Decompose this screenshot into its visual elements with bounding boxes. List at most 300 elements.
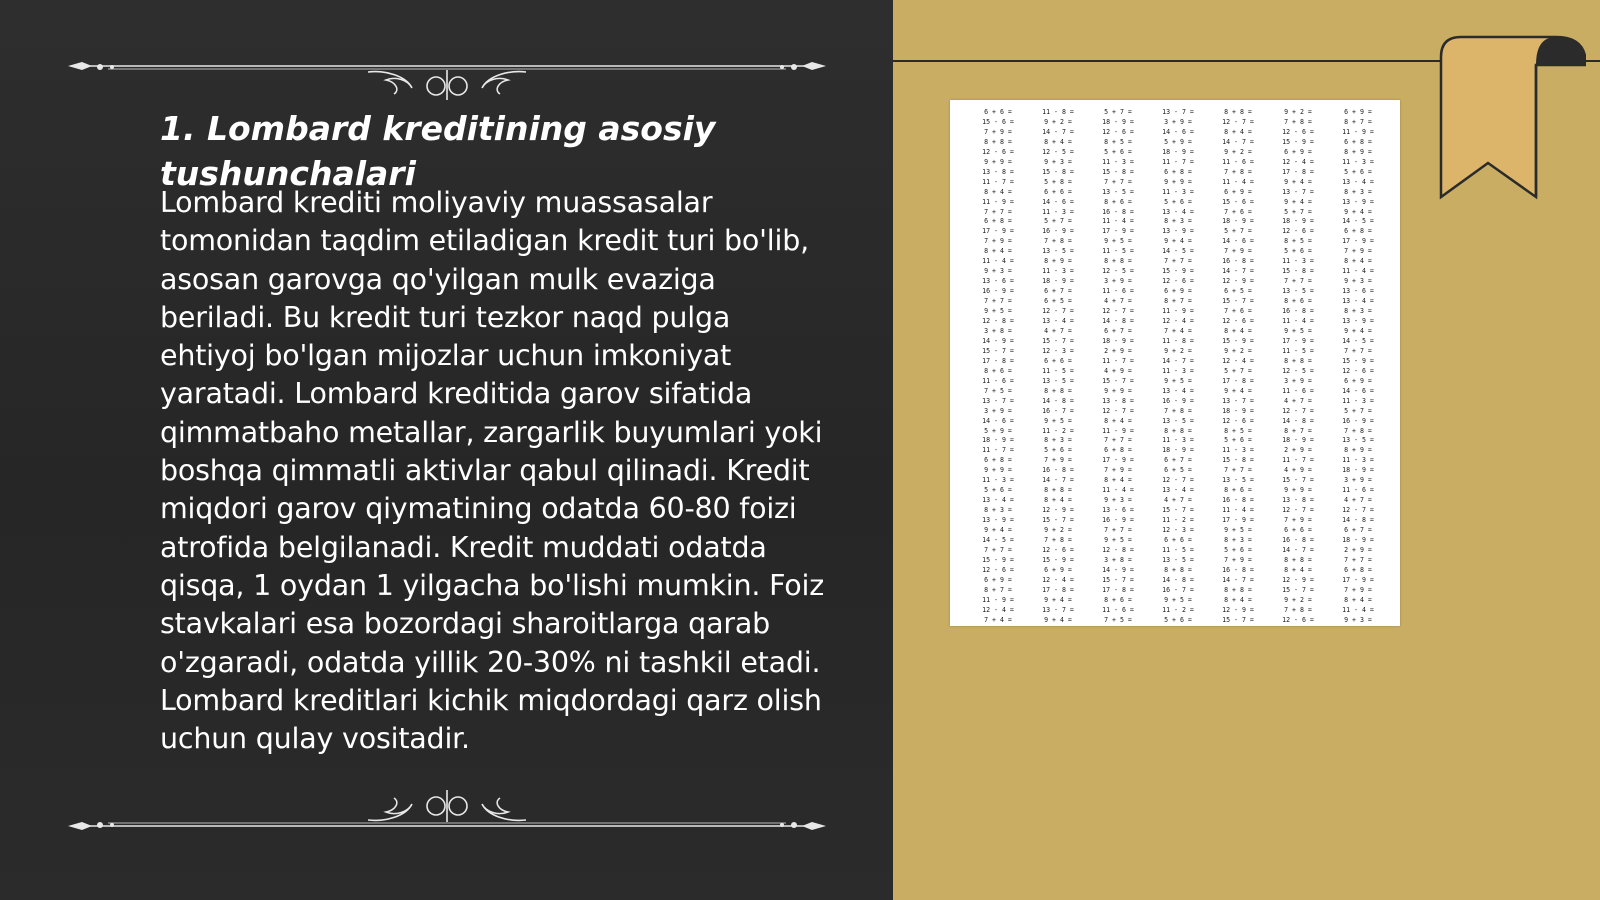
worksheet-problem: 14 - 7 =: [1282, 545, 1314, 554]
worksheet-problem: 7 + 8 =: [1224, 167, 1252, 176]
worksheet-problem: 12 - 4 =: [1162, 317, 1194, 326]
worksheet-problem: 15 - 8 =: [1222, 456, 1254, 465]
worksheet-problem: 8 + 8 =: [1284, 555, 1312, 564]
worksheet-problem: 6 + 8 =: [1104, 446, 1132, 455]
worksheet-problem: 9 + 9 =: [1104, 386, 1132, 395]
worksheet-grid: [968, 108, 1388, 626]
worksheet-problem: 11 - 9 =: [982, 197, 1014, 206]
worksheet-problem: 2 + 9 =: [1104, 346, 1132, 355]
worksheet-problem: 18 - 9 =: [1342, 535, 1374, 544]
worksheet-problem: 8 + 5 =: [1284, 237, 1312, 246]
worksheet-problem: 6 + 7 =: [1044, 287, 1072, 296]
worksheet-problem: 11 - 7 =: [1162, 157, 1194, 166]
worksheet-problem: 3 + 9 =: [984, 406, 1012, 415]
worksheet-problem: 11 - 5 =: [1162, 545, 1194, 554]
worksheet-problem: 4 + 9 =: [1104, 366, 1132, 375]
worksheet-problem: 5 + 6 =: [1224, 545, 1252, 554]
worksheet-problem: 13 - 5 =: [1042, 376, 1074, 385]
worksheet-problem: 8 + 3 =: [1344, 307, 1372, 316]
worksheet-problem: 12 - 5 =: [1042, 147, 1074, 156]
worksheet-problem: 12 - 6 =: [1282, 227, 1314, 236]
worksheet-problem: 14 - 7 =: [1042, 127, 1074, 136]
worksheet-problem: 13 - 5 =: [1102, 187, 1134, 196]
worksheet-problem: 13 - 4 =: [1342, 297, 1374, 306]
math-worksheet-image: [950, 100, 1400, 626]
worksheet-problem: 7 + 8 =: [1164, 406, 1192, 415]
worksheet-problem: 7 + 9 =: [1284, 516, 1312, 525]
worksheet-problem: 8 + 6 =: [1104, 197, 1132, 206]
worksheet-problem: 7 + 4 =: [984, 615, 1012, 624]
worksheet-problem: 9 + 2 =: [1164, 346, 1192, 355]
worksheet-problem: 11 - 2 =: [1042, 426, 1074, 435]
worksheet-problem: 17 - 9 =: [1342, 575, 1374, 584]
worksheet-problem: 12 - 6 =: [1282, 127, 1314, 136]
worksheet-problem: 12 - 7 =: [1102, 307, 1134, 316]
worksheet-problem: 8 + 3 =: [1344, 187, 1372, 196]
worksheet-problem: 13 - 7 =: [982, 396, 1014, 405]
worksheet-problem: 15 - 7 =: [1102, 575, 1134, 584]
worksheet-problem: 4 + 7 =: [1104, 297, 1132, 306]
worksheet-problem: 16 - 8 =: [1282, 535, 1314, 544]
worksheet-problem: 4 + 9 =: [1284, 466, 1312, 475]
worksheet-problem: 6 + 9 =: [1224, 187, 1252, 196]
worksheet-problem: 9 + 5 =: [1224, 526, 1252, 535]
worksheet-problem: 11 - 3 =: [1162, 366, 1194, 375]
worksheet-problem: 8 + 4 =: [1044, 496, 1072, 505]
worksheet-column: [1208, 108, 1268, 626]
worksheet-problem: 15 - 9 =: [1342, 356, 1374, 365]
worksheet-problem: 8 + 8 =: [1164, 565, 1192, 574]
worksheet-problem: 6 + 5 =: [1044, 297, 1072, 306]
worksheet-problem: 8 + 4 =: [1224, 595, 1252, 604]
worksheet-problem: 6 + 6 =: [1044, 356, 1072, 365]
worksheet-problem: 14 - 7 =: [1222, 137, 1254, 146]
worksheet-problem: 5 + 7 =: [1104, 108, 1132, 116]
worksheet-problem: 8 + 6 =: [984, 366, 1012, 375]
worksheet-problem: 13 - 9 =: [1342, 197, 1374, 206]
worksheet-problem: 13 - 5 =: [1282, 287, 1314, 296]
worksheet-problem: 9 + 2 =: [1224, 346, 1252, 355]
worksheet-problem: 6 + 9 =: [984, 575, 1012, 584]
worksheet-problem: 13 - 6 =: [1102, 506, 1134, 515]
worksheet-problem: 12 - 9 =: [1222, 605, 1254, 614]
worksheet-problem: 5 + 6 =: [1164, 615, 1192, 624]
worksheet-problem: 8 + 7 =: [1284, 426, 1312, 435]
worksheet-problem: 14 - 8 =: [1342, 516, 1374, 525]
worksheet-problem: 12 - 7 =: [1282, 506, 1314, 515]
worksheet-problem: 14 - 6 =: [982, 416, 1014, 425]
worksheet-problem: 9 + 3 =: [1344, 615, 1372, 624]
worksheet-problem: 12 - 6 =: [1042, 545, 1074, 554]
worksheet-problem: 7 + 9 =: [1044, 456, 1072, 465]
worksheet-problem: 3 + 9 =: [1164, 117, 1192, 126]
worksheet-problem: 14 - 7 =: [1042, 476, 1074, 485]
worksheet-problem: 7 + 8 =: [1044, 237, 1072, 246]
worksheet-problem: 16 - 7 =: [1042, 406, 1074, 415]
worksheet-problem: 2 + 9 =: [1284, 446, 1312, 455]
worksheet-problem: 11 - 8 =: [1042, 108, 1074, 116]
worksheet-problem: 18 - 9 =: [1222, 406, 1254, 415]
worksheet-problem: 5 + 6 =: [1164, 197, 1192, 206]
worksheet-problem: 9 + 4 =: [1164, 237, 1192, 246]
worksheet-problem: 8 + 4 =: [1044, 137, 1072, 146]
worksheet-problem: 4 + 7 =: [1344, 496, 1372, 505]
worksheet-problem: 6 + 6 =: [1044, 187, 1072, 196]
worksheet-problem: 9 + 9 =: [1284, 486, 1312, 495]
worksheet-problem: 18 - 9 =: [1162, 446, 1194, 455]
worksheet-problem: 8 + 3 =: [1044, 436, 1072, 445]
worksheet-problem: 9 + 5 =: [1104, 237, 1132, 246]
worksheet-problem: 11 - 6 =: [1342, 486, 1374, 495]
worksheet-problem: 8 + 6 =: [1224, 486, 1252, 495]
worksheet-problem: 7 + 9 =: [1224, 247, 1252, 256]
worksheet-problem: 11 - 4 =: [1342, 267, 1374, 276]
worksheet-problem: 11 - 4 =: [1342, 605, 1374, 614]
worksheet-problem: 16 - 8 =: [1102, 207, 1134, 216]
worksheet-problem: 7 + 7 =: [1224, 466, 1252, 475]
worksheet-problem: 13 - 9 =: [982, 516, 1014, 525]
worksheet-problem: 11 - 3 =: [1342, 456, 1374, 465]
worksheet-problem: 8 + 3 =: [1164, 217, 1192, 226]
worksheet-problem: 14 - 8 =: [1102, 317, 1134, 326]
worksheet-problem: 11 - 7 =: [982, 177, 1014, 186]
worksheet-problem: 13 - 7 =: [1042, 605, 1074, 614]
worksheet-problem: 11 - 6 =: [1282, 386, 1314, 395]
worksheet-problem: 15 - 6 =: [982, 117, 1014, 126]
worksheet-problem: 15 - 9 =: [1282, 137, 1314, 146]
worksheet-problem: 7 + 5 =: [984, 386, 1012, 395]
worksheet-problem: 9 + 2 =: [1284, 108, 1312, 116]
worksheet-problem: 13 - 7 =: [1162, 108, 1194, 116]
worksheet-problem: 8 + 8 =: [1224, 585, 1252, 594]
worksheet-problem: 11 - 7 =: [1282, 456, 1314, 465]
worksheet-problem: 7 + 7 =: [1104, 436, 1132, 445]
worksheet-problem: 14 - 9 =: [982, 336, 1014, 345]
worksheet-problem: 12 - 9 =: [1222, 277, 1254, 286]
worksheet-problem: 7 + 7 =: [1104, 526, 1132, 535]
worksheet-problem: 12 - 6 =: [1282, 615, 1314, 624]
worksheet-problem: 14 - 8 =: [1162, 575, 1194, 584]
worksheet-problem: 8 + 9 =: [1344, 147, 1372, 156]
worksheet-problem: 14 - 7 =: [1222, 575, 1254, 584]
worksheet-problem: 7 + 7 =: [1344, 555, 1372, 564]
worksheet-problem: 12 - 8 =: [982, 317, 1014, 326]
worksheet-column: [1148, 108, 1208, 626]
worksheet-problem: 6 + 9 =: [1044, 565, 1072, 574]
worksheet-problem: 14 - 8 =: [1042, 396, 1074, 405]
worksheet-problem: 12 - 8 =: [1102, 545, 1134, 554]
worksheet-problem: 16 - 9 =: [1042, 227, 1074, 236]
worksheet-problem: 15 - 9 =: [982, 555, 1014, 564]
worksheet-problem: 9 + 5 =: [1164, 595, 1192, 604]
worksheet-problem: 11 - 4 =: [1282, 317, 1314, 326]
worksheet-problem: 12 - 3 =: [1042, 346, 1074, 355]
worksheet-problem: 15 - 6 =: [1222, 197, 1254, 206]
worksheet-problem: 17 - 8 =: [1222, 376, 1254, 385]
worksheet-problem: 3 + 8 =: [1104, 555, 1132, 564]
worksheet-problem: 11 - 4 =: [1102, 486, 1134, 495]
worksheet-problem: 7 + 4 =: [1164, 326, 1192, 335]
worksheet-problem: 12 - 7 =: [1282, 406, 1314, 415]
worksheet-problem: 15 - 7 =: [1042, 336, 1074, 345]
worksheet-problem: 16 - 8 =: [1222, 257, 1254, 266]
worksheet-problem: 7 + 6 =: [1224, 307, 1252, 316]
worksheet-problem: 8 + 7 =: [1164, 297, 1192, 306]
worksheet-problem: 11 - 6 =: [982, 376, 1014, 385]
worksheet-problem: 14 - 6 =: [1222, 237, 1254, 246]
worksheet-problem: 6 + 8 =: [1344, 137, 1372, 146]
worksheet-problem: 13 - 5 =: [1162, 416, 1194, 425]
worksheet-problem: 8 + 4 =: [984, 247, 1012, 256]
worksheet-problem: 7 + 7 =: [984, 545, 1012, 554]
slide-title: 1. Lombard kreditining asosiy tushunchalari: [160, 109, 716, 193]
worksheet-problem: 14 - 8 =: [1282, 416, 1314, 425]
worksheet-problem: 8 + 9 =: [1044, 257, 1072, 266]
worksheet-problem: 8 + 8 =: [1044, 386, 1072, 395]
worksheet-problem: 6 + 7 =: [1164, 456, 1192, 465]
worksheet-problem: 12 - 3 =: [1162, 526, 1194, 535]
worksheet-problem: 8 + 8 =: [1164, 426, 1192, 435]
worksheet-problem: 8 + 6 =: [1104, 595, 1132, 604]
worksheet-problem: 11 - 3 =: [1162, 187, 1194, 196]
worksheet-column: [1328, 108, 1388, 626]
worksheet-problem: 4 + 7 =: [1284, 396, 1312, 405]
worksheet-problem: 18 - 9 =: [1162, 147, 1194, 156]
worksheet-problem: 18 - 9 =: [982, 436, 1014, 445]
worksheet-problem: 9 + 9 =: [1164, 177, 1192, 186]
worksheet-problem: 12 - 6 =: [982, 565, 1014, 574]
worksheet-problem: 5 + 8 =: [1044, 177, 1072, 186]
worksheet-problem: 5 + 7 =: [1044, 217, 1072, 226]
worksheet-problem: 12 - 5 =: [1282, 366, 1314, 375]
worksheet-problem: 9 + 3 =: [1344, 277, 1372, 286]
worksheet-problem: 9 + 4 =: [1044, 615, 1072, 624]
worksheet-problem: 9 + 4 =: [1224, 386, 1252, 395]
worksheet-problem: 9 + 2 =: [1224, 147, 1252, 156]
worksheet-problem: 8 + 6 =: [1284, 297, 1312, 306]
worksheet-problem: 11 - 9 =: [1102, 426, 1134, 435]
worksheet-problem: 12 - 4 =: [1222, 356, 1254, 365]
worksheet-problem: 8 + 4 =: [1224, 326, 1252, 335]
ornament-divider-top: [68, 40, 826, 100]
worksheet-problem: 14 - 7 =: [1162, 356, 1194, 365]
worksheet-problem: 9 + 5 =: [1044, 416, 1072, 425]
worksheet-problem: 7 + 9 =: [984, 237, 1012, 246]
worksheet-problem: 11 - 6 =: [1222, 157, 1254, 166]
worksheet-problem: 12 - 6 =: [1222, 416, 1254, 425]
worksheet-problem: 15 - 7 =: [1102, 376, 1134, 385]
worksheet-problem: 13 - 4 =: [1162, 207, 1194, 216]
worksheet-problem: 6 + 9 =: [1284, 147, 1312, 156]
worksheet-problem: 8 + 5 =: [1104, 137, 1132, 146]
slide-content: [160, 106, 830, 758]
worksheet-problem: 12 - 5 =: [1102, 267, 1134, 276]
worksheet-problem: 7 + 7 =: [1164, 257, 1192, 266]
worksheet-problem: 7 + 6 =: [1224, 207, 1252, 216]
worksheet-problem: 5 + 6 =: [1344, 167, 1372, 176]
worksheet-problem: 11 - 5 =: [1042, 366, 1074, 375]
worksheet-problem: 9 + 9 =: [984, 466, 1012, 475]
worksheet-problem: 8 + 4 =: [984, 187, 1012, 196]
worksheet-problem: 12 - 4 =: [982, 605, 1014, 614]
worksheet-problem: 6 + 5 =: [1164, 466, 1192, 475]
worksheet-problem: 17 - 8 =: [982, 356, 1014, 365]
worksheet-problem: 9 + 4 =: [1044, 595, 1072, 604]
worksheet-problem: 13 - 5 =: [1162, 555, 1194, 564]
worksheet-problem: 3 + 9 =: [1344, 476, 1372, 485]
worksheet-problem: 16 - 9 =: [1162, 396, 1194, 405]
worksheet-problem: 13 - 4 =: [1162, 486, 1194, 495]
worksheet-problem: 8 + 7 =: [984, 585, 1012, 594]
worksheet-problem: 16 - 9 =: [1342, 416, 1374, 425]
worksheet-problem: 5 + 6 =: [1104, 147, 1132, 156]
worksheet-problem: 9 + 4 =: [1344, 326, 1372, 335]
worksheet-problem: 9 + 4 =: [1344, 207, 1372, 216]
worksheet-problem: 15 - 7 =: [1222, 297, 1254, 306]
worksheet-problem: 11 - 3 =: [982, 476, 1014, 485]
worksheet-problem: 8 + 5 =: [1224, 426, 1252, 435]
worksheet-problem: 7 + 5 =: [1104, 615, 1132, 624]
worksheet-problem: 7 + 9 =: [1344, 585, 1372, 594]
worksheet-problem: 13 - 8 =: [1282, 496, 1314, 505]
worksheet-problem: 14 - 6 =: [1342, 386, 1374, 395]
worksheet-problem: 8 + 8 =: [1224, 108, 1252, 116]
worksheet-problem: 6 + 8 =: [1164, 167, 1192, 176]
worksheet-problem: 11 - 3 =: [1102, 157, 1134, 166]
worksheet-problem: 3 + 8 =: [984, 326, 1012, 335]
worksheet-problem: 14 - 5 =: [982, 535, 1014, 544]
worksheet-problem: 12 - 7 =: [1102, 406, 1134, 415]
worksheet-problem: 5 + 9 =: [984, 426, 1012, 435]
worksheet-problem: 6 + 6 =: [984, 108, 1012, 116]
worksheet-problem: 16 - 8 =: [1042, 466, 1074, 475]
worksheet-problem: 15 - 9 =: [1222, 336, 1254, 345]
worksheet-problem: 15 - 7 =: [1282, 585, 1314, 594]
worksheet-column: [968, 108, 1028, 626]
worksheet-problem: 11 - 4 =: [1222, 177, 1254, 186]
worksheet-problem: 13 - 5 =: [1222, 476, 1254, 485]
worksheet-problem: 17 - 9 =: [982, 227, 1014, 236]
worksheet-problem: 11 - 7 =: [1102, 356, 1134, 365]
worksheet-problem: 8 + 4 =: [1344, 595, 1372, 604]
worksheet-problem: 12 - 6 =: [1342, 366, 1374, 375]
worksheet-problem: 11 - 3 =: [1282, 257, 1314, 266]
worksheet-problem: 5 + 6 =: [1284, 247, 1312, 256]
worksheet-problem: 16 - 8 =: [1222, 565, 1254, 574]
worksheet-problem: 6 + 6 =: [1164, 535, 1192, 544]
worksheet-problem: 11 - 5 =: [1102, 247, 1134, 256]
worksheet-problem: 18 - 9 =: [1342, 466, 1374, 475]
worksheet-problem: 14 - 5 =: [1342, 336, 1374, 345]
worksheet-problem: 12 - 7 =: [1342, 506, 1374, 515]
worksheet-problem: 9 + 2 =: [1284, 595, 1312, 604]
worksheet-problem: 8 + 4 =: [1224, 127, 1252, 136]
worksheet-problem: 13 - 4 =: [1162, 386, 1194, 395]
worksheet-problem: 6 + 7 =: [1104, 326, 1132, 335]
worksheet-problem: 8 + 8 =: [1044, 486, 1072, 495]
worksheet-problem: 12 - 6 =: [1222, 317, 1254, 326]
worksheet-problem: 12 - 6 =: [1102, 127, 1134, 136]
worksheet-problem: 12 - 4 =: [1042, 575, 1074, 584]
worksheet-problem: 15 - 8 =: [1102, 167, 1134, 176]
worksheet-problem: 8 + 8 =: [1284, 356, 1312, 365]
worksheet-problem: 12 - 6 =: [1162, 277, 1194, 286]
worksheet-problem: 17 - 8 =: [1042, 585, 1074, 594]
worksheet-problem: 18 - 9 =: [1102, 117, 1134, 126]
worksheet-problem: 5 + 6 =: [1224, 436, 1252, 445]
worksheet-problem: 18 - 9 =: [1282, 217, 1314, 226]
worksheet-problem: 11 - 4 =: [1222, 506, 1254, 515]
worksheet-problem: 17 - 9 =: [1222, 516, 1254, 525]
worksheet-problem: 13 - 7 =: [1282, 187, 1314, 196]
worksheet-problem: 8 + 3 =: [984, 506, 1012, 515]
worksheet-problem: 13 - 5 =: [1342, 436, 1374, 445]
worksheet-problem: 6 + 8 =: [1344, 565, 1372, 574]
worksheet-problem: 17 - 9 =: [1102, 456, 1134, 465]
worksheet-problem: 13 - 4 =: [1342, 177, 1374, 186]
worksheet-problem: 5 + 6 =: [1044, 446, 1072, 455]
worksheet-problem: 6 + 8 =: [1344, 227, 1372, 236]
worksheet-problem: 15 - 7 =: [1042, 516, 1074, 525]
worksheet-problem: 18 - 9 =: [1282, 436, 1314, 445]
worksheet-problem: 5 + 7 =: [1224, 366, 1252, 375]
worksheet-problem: 7 + 9 =: [1224, 555, 1252, 564]
worksheet-problem: 5 + 7 =: [1344, 406, 1372, 415]
worksheet-problem: 6 + 9 =: [1344, 376, 1372, 385]
worksheet-problem: 15 - 9 =: [1042, 555, 1074, 564]
worksheet-problem: 9 + 4 =: [984, 526, 1012, 535]
worksheet-column: [1088, 108, 1148, 626]
worksheet-problem: 16 - 9 =: [1102, 516, 1134, 525]
worksheet-problem: 13 - 4 =: [1042, 317, 1074, 326]
worksheet-problem: 16 - 7 =: [1162, 585, 1194, 594]
worksheet-problem: 8 + 8 =: [1104, 257, 1132, 266]
worksheet-problem: 11 - 4 =: [982, 257, 1014, 266]
worksheet-problem: 11 - 2 =: [1162, 516, 1194, 525]
worksheet-problem: 9 + 5 =: [1104, 535, 1132, 544]
worksheet-problem: 11 - 8 =: [1162, 336, 1194, 345]
worksheet-problem: 13 - 5 =: [1042, 247, 1074, 256]
worksheet-problem: 15 - 7 =: [982, 346, 1014, 355]
worksheet-problem: 4 + 7 =: [1044, 326, 1072, 335]
worksheet-problem: 16 - 8 =: [1282, 307, 1314, 316]
worksheet-problem: 16 - 9 =: [982, 287, 1014, 296]
worksheet-problem: 18 - 9 =: [1222, 217, 1254, 226]
worksheet-problem: 17 - 9 =: [1102, 227, 1134, 236]
worksheet-problem: 17 - 8 =: [1282, 167, 1314, 176]
worksheet-problem: 9 + 2 =: [1044, 526, 1072, 535]
worksheet-problem: 14 - 5 =: [1342, 217, 1374, 226]
worksheet-problem: 8 + 4 =: [1344, 257, 1372, 266]
worksheet-problem: 7 + 7 =: [984, 207, 1012, 216]
ornament-divider-bottom: [68, 780, 826, 840]
worksheet-problem: 15 - 9 =: [1162, 267, 1194, 276]
worksheet-problem: 14 - 5 =: [1162, 247, 1194, 256]
worksheet-problem: 13 - 4 =: [982, 496, 1014, 505]
worksheet-problem: 13 - 6 =: [982, 277, 1014, 286]
worksheet-problem: 11 - 3 =: [1222, 446, 1254, 455]
worksheet-problem: 7 + 9 =: [984, 127, 1012, 136]
slide-body-text: Lombard krediti moliyaviy muassasalar tomonidan taqdim etiladigan kredit turi bo'lib, asosan garovga qo'yilgan mulk evaziga beriladi. Bu kredit turi tezkor naqd pulga ehtiyoj bo'lgan mijozlar uchun imkoniyat yaratadi. Lombard kreditida garov sifatida qimmatbaho metallar, zargarlik buyumlari yoki boshqa qimmatli aktivlar qabul qilinadi. Kredit miqdori garov qiymatining odatda 60-80 foizi atrofida belgilanadi. Kredit muddati odatda qisqa, 1 oydan 1 yilgacha bo'lishi mumkin. Foiz stavkalari esa bozordagi sharoitlarga qarab o'zgaradi, odatda yillik 20-30% ni tashkil etadi. Lombard kreditlari kichik miqdordagi qarz olish uchun qulay vositadir.: [160, 186, 824, 756]
worksheet-problem: 13 - 8 =: [1102, 396, 1134, 405]
worksheet-problem: 9 + 3 =: [1104, 496, 1132, 505]
worksheet-problem: 7 + 9 =: [1104, 466, 1132, 475]
worksheet-problem: 5 + 9 =: [1164, 137, 1192, 146]
worksheet-problem: 9 + 5 =: [984, 307, 1012, 316]
worksheet-problem: 14 - 6 =: [1042, 197, 1074, 206]
worksheet-problem: 5 + 6 =: [984, 486, 1012, 495]
worksheet-problem: 3 + 9 =: [1104, 277, 1132, 286]
